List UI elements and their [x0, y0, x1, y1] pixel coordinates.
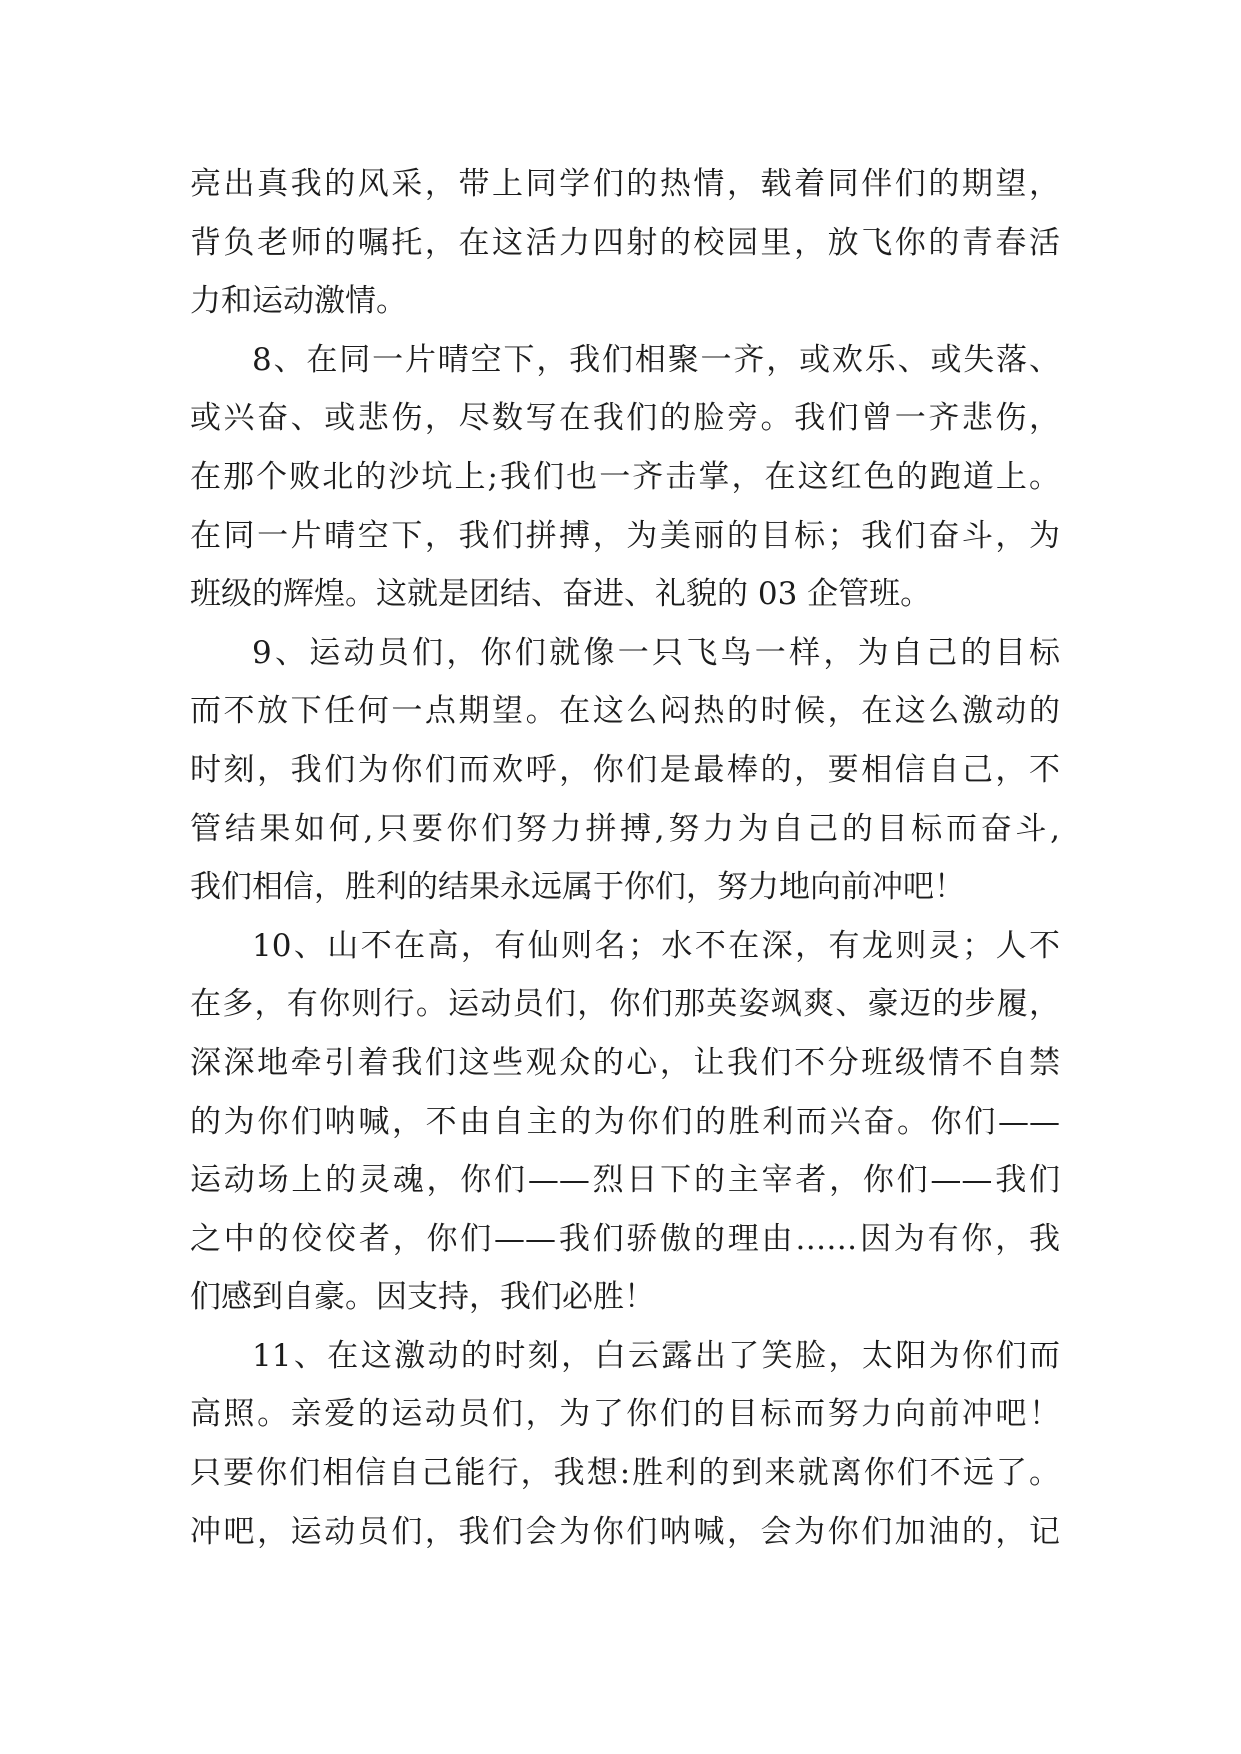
text-line: 管结果如何,只要你们努力拼搏,努力为自己的目标而奋斗, — [190, 810, 1060, 847]
text-line: 11、在这激动的时刻，白云露出了笑脸，太阳为你们而 — [252, 1337, 1060, 1374]
text-line: 高照。亲爱的运动员们，为了你们的目标而努力向前冲吧！ — [190, 1396, 1060, 1433]
text-line: 8、在同一片晴空下，我们相聚一齐，或欢乐、或失落、 — [252, 341, 1060, 378]
text-line: 在那个败北的沙坑上;我们也一齐击掌，在这红色的跑道上。 — [190, 458, 1060, 495]
paragraph-continuation — [190, 155, 1060, 331]
text-line: 在多，有你则行。运动员们，你们那英姿飒爽、豪迈的步履， — [190, 986, 1060, 1023]
text-line: 冲吧，运动员们，我们会为你们呐喊，会为你们加油的，记 — [190, 1513, 1060, 1550]
paragraph-item-8 — [190, 331, 1060, 624]
text-line: 而不放下任何一点期望。在这么闷热的时候，在这么激动的 — [190, 693, 1060, 730]
text-line: 在同一片晴空下，我们拼搏，为美丽的目标；我们奋斗，为 — [190, 517, 1060, 554]
text-line: 深深地牵引着我们这些观众的心，让我们不分班级情不自禁 — [190, 1044, 1060, 1081]
text-line: 9、运动员们，你们就像一只飞鸟一样，为自己的目标 — [252, 634, 1060, 671]
text-line: 班级的辉煌。这就是团结、奋进、礼貌的 03 企管班。 — [190, 576, 932, 613]
text-line: 或兴奋、或悲伤，尽数写在我们的脸旁。我们曾一齐悲伤， — [190, 400, 1060, 437]
paragraph-item-9 — [190, 624, 1060, 917]
text-line: 我们相信，胜利的结果永远属于你们，努力地向前冲吧！ — [190, 869, 965, 906]
text-line: 之中的佼佼者，你们——我们骄傲的理由……因为有你，我 — [190, 1220, 1060, 1257]
text-line: 10、山不在高，有仙则名；水不在深，有龙则灵；人不 — [252, 927, 1060, 964]
text-line: 们感到自豪。因支持，我们必胜！ — [190, 1279, 655, 1316]
text-line: 只要你们相信自己能行，我想:胜利的到来就离你们不远了。 — [190, 1455, 1060, 1492]
text-line: 时刻，我们为你们而欢呼，你们是最棒的，要相信自己，不 — [190, 751, 1060, 788]
text-line: 亮出真我的风采，带上同学们的热情，载着同伴们的期望， — [190, 166, 1060, 202]
text-line: 的为你们呐喊，不由自主的为你们的胜利而兴奋。你们—— — [190, 1103, 1060, 1140]
paragraph-item-10 — [190, 917, 1060, 1327]
text-line: 运动场上的灵魂，你们——烈日下的主宰者，你们——我们 — [190, 1162, 1060, 1199]
text-line: 力和运动激情。 — [190, 283, 407, 320]
paragraph-item-11 — [190, 1327, 1060, 1561]
text-line: 背负老师的嘱托，在这活力四射的校园里，放飞你的青春活 — [190, 224, 1060, 261]
document-body — [190, 155, 1060, 1561]
